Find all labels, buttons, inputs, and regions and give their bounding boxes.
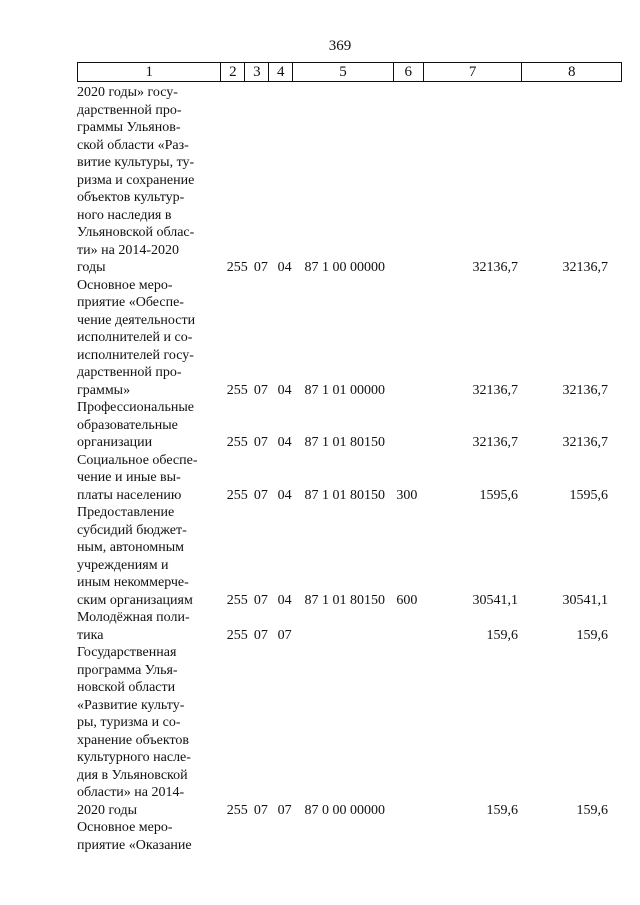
cell-col-8: 159,6 [576, 802, 609, 818]
cell-col-4: 04 [277, 382, 292, 398]
cell-col-2: 255 [226, 382, 248, 398]
cell-col-3: 07 [253, 382, 268, 398]
cell-col-6: 300 [396, 487, 418, 503]
description-line: Профессиональные [77, 400, 194, 415]
cell-col-6: 600 [396, 592, 418, 608]
description-line: дарственной про- [77, 365, 182, 380]
description-line: ного наследия в [77, 207, 172, 223]
description-line: Ульяновской облас- [77, 225, 195, 240]
table-row [77, 277, 622, 400]
cell-col-5: 87 1 01 80150 [304, 435, 385, 450]
column-header-3: 3 [245, 63, 269, 81]
description-line: ным, автономным [77, 540, 185, 555]
cell-col-7: 32136,7 [472, 435, 518, 450]
cell-col-2: 255 [226, 592, 248, 608]
table-row [77, 644, 622, 819]
cell-col-2: 255 [226, 260, 248, 275]
description-line: 2020 годы [77, 802, 138, 818]
cell-col-4: 04 [277, 260, 292, 275]
cell-col-3: 07 [253, 592, 268, 608]
description-line: граммы Ульянов- [77, 120, 181, 135]
table-body [77, 84, 622, 854]
table-row [77, 504, 622, 609]
description-line: приятие «Оказание [77, 837, 192, 853]
column-header-8: 8 [567, 64, 576, 80]
row-description [77, 819, 219, 854]
column-header-7: 7 [424, 63, 523, 81]
description-line: ти» на 2014-2020 [77, 242, 179, 258]
cell-col-2: 255 [226, 627, 248, 643]
row-description [77, 452, 219, 505]
cell-col-4: 07 [277, 802, 292, 818]
cell-col-7: 159,6 [486, 627, 518, 643]
row-description [77, 644, 219, 819]
cell-col-7: 32136,7 [472, 382, 518, 398]
description-line: приятие «Обеспе- [77, 295, 184, 310]
description-line: чение и иные вы- [77, 470, 181, 485]
description-line: иным некоммерче- [77, 575, 189, 590]
description-line: платы населению [77, 487, 182, 503]
table-row [77, 819, 622, 854]
cell-col-8: 1595,6 [569, 487, 609, 503]
cell-col-8: 32136,7 [562, 435, 609, 450]
description-line: дарственной про- [77, 102, 182, 118]
cell-col-3: 07 [253, 260, 268, 275]
page-number: 369 [328, 38, 352, 54]
description-line: образовательные [77, 417, 178, 433]
row-description [77, 399, 219, 452]
description-line: «Развитие культу- [77, 697, 185, 713]
cell-col-2: 255 [226, 435, 248, 450]
column-header-5: 5 [293, 63, 394, 81]
cell-col-3: 07 [253, 487, 268, 503]
table-row [77, 609, 622, 644]
cell-col-5: 87 1 01 80150 [304, 487, 385, 503]
description-line: дия в Ульяновской [77, 767, 188, 783]
cell-col-5: 87 1 01 00000 [304, 382, 385, 398]
cell-col-3: 07 [253, 802, 268, 818]
description-line: организации [77, 435, 153, 450]
description-line: Социальное обеспе- [77, 452, 198, 468]
cell-col-8: 159,6 [576, 627, 609, 643]
description-line: витие культуры, ту- [77, 155, 195, 170]
table-row [77, 452, 622, 505]
row-description [77, 84, 219, 277]
description-line: учреждениям и [77, 557, 169, 573]
description-line: ской области «Раз- [77, 137, 189, 153]
column-header-6: 6 [394, 63, 424, 81]
cell-col-4: 04 [277, 487, 292, 503]
description-line: 2020 годы» госу- [77, 85, 178, 100]
description-line: тика [77, 627, 104, 643]
column-header-1: 1 [78, 63, 221, 81]
description-line: Государственная [77, 645, 177, 660]
row-description [77, 504, 219, 609]
cell-col-4: 07 [277, 627, 292, 643]
cell-col-7: 30541,1 [472, 592, 518, 608]
cell-col-7: 159,6 [486, 802, 518, 818]
description-line: годы [77, 260, 106, 275]
description-line: новской области [77, 680, 176, 695]
cell-col-4: 04 [277, 435, 292, 450]
column-header-2: 2 [221, 63, 245, 81]
table-row [77, 84, 622, 277]
description-line: граммы» [77, 382, 131, 398]
description-line: Основное меро- [77, 277, 173, 293]
description-line: Предоставление [77, 505, 175, 520]
description-line: культурного насле- [77, 750, 191, 765]
description-line: субсидий бюджет- [77, 522, 187, 538]
cell-col-4: 04 [277, 592, 292, 608]
cell-col-2: 255 [226, 802, 248, 818]
cell-col-2: 255 [226, 487, 248, 503]
description-line: исполнителей госу- [77, 347, 194, 363]
table-row [77, 399, 622, 452]
cell-col-8: 30541,1 [562, 592, 609, 608]
description-line: хранение объектов [77, 732, 190, 748]
description-line: ским организациям [77, 592, 193, 608]
description-line: объектов культур- [77, 190, 185, 205]
cell-col-5: 87 0 00 00000 [304, 802, 385, 818]
table-header [77, 62, 622, 82]
cell-col-7: 1595,6 [479, 487, 518, 503]
description-line: области» на 2014- [77, 785, 185, 800]
cell-col-7: 32136,7 [472, 260, 518, 275]
row-description [77, 609, 219, 644]
description-line: ры, туризма и со- [77, 715, 181, 730]
cell-col-8: 32136,7 [562, 260, 609, 275]
cell-col-3: 07 [253, 435, 268, 450]
description-line: Молодёжная поли- [77, 610, 190, 625]
cell-col-8: 32136,7 [562, 382, 609, 398]
cell-col-5: 87 1 00 00000 [304, 260, 385, 275]
description-line: программа Улья- [77, 662, 178, 678]
description-line: Основное меро- [77, 820, 173, 835]
cell-col-3: 07 [253, 627, 268, 643]
description-line: ризма и сохранение [77, 172, 195, 188]
description-line: чение деятельности [77, 312, 196, 328]
column-header-4: 4 [269, 63, 293, 81]
cell-col-5: 87 1 01 80150 [304, 592, 385, 608]
row-description [77, 277, 219, 400]
description-line: исполнителей и со- [77, 330, 193, 345]
